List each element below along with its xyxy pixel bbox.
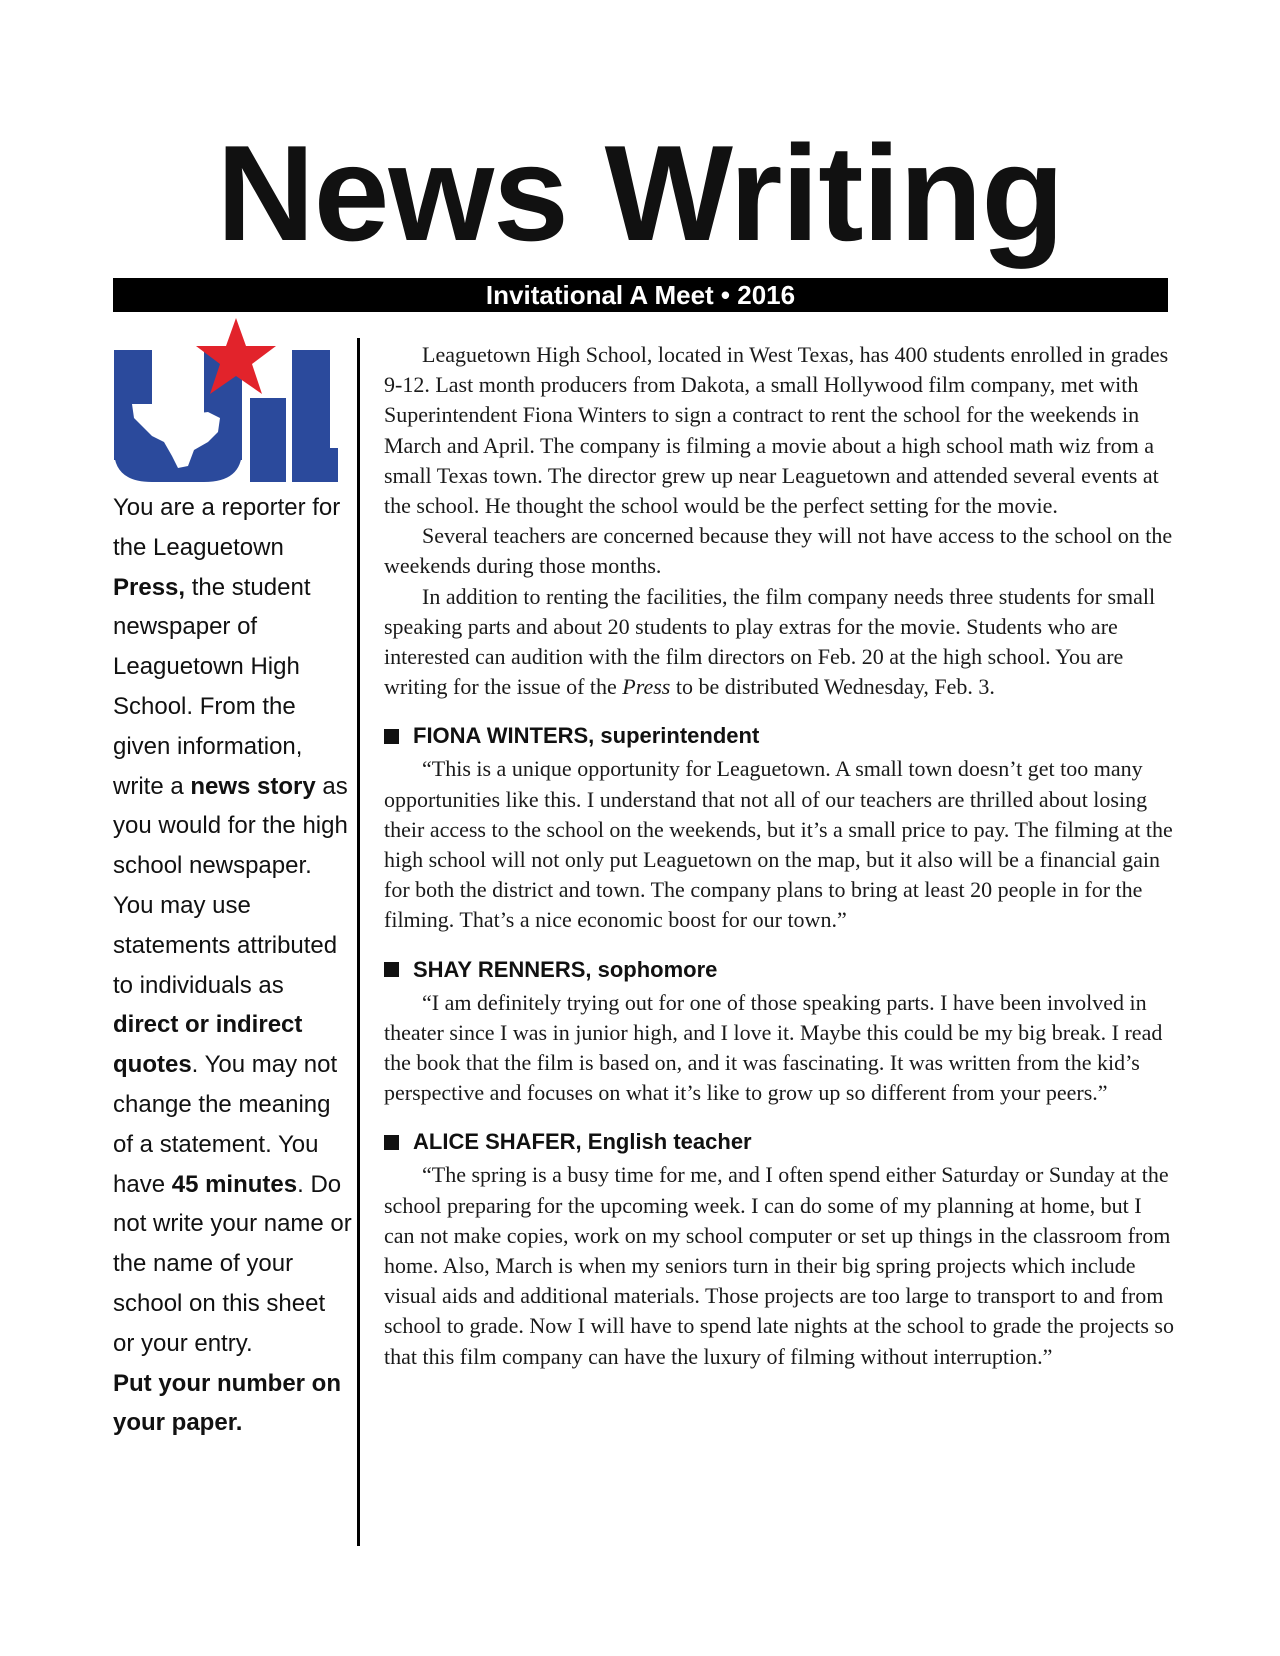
page-title: News Writing [216, 117, 1064, 269]
logo-l-foot [292, 448, 338, 482]
bullet-square-icon [384, 1135, 399, 1150]
meet-banner: Invitational A Meet • 2016 [113, 278, 1168, 312]
source-heading: SHAY RENNERS, sophomore [384, 952, 1174, 988]
bullet-square-icon [384, 729, 399, 744]
story-prompt [384, 340, 1174, 1372]
intro-paragraph: Several teachers are concerned because they will not have access to the school on the weekends during those months. [384, 523, 1173, 579]
source-quote: “The spring is a busy time for me, and I often spend either Saturday or Sunday at the school preparing for the upcoming week. I can do some of my planning at home, but I can not make copies, work on my school computer or set up things in the classroom from home. Also, March is when my seniors turn in their big spring projects which include visual aids and additional materials. Those projects are too large to transport to and from school to grade. Now I will have to spend late nights at the school to grade the projects so that this film company can have the luxury of filming without interruption.” [384, 1162, 1174, 1369]
column-divider [357, 338, 360, 1546]
intro-paragraph: Leaguetown High School, located in West Texas, has 400 students enrolled in grades 9-12. Last month producers from Dakota, a small Hollywood film company, met with Superintendent Fiona Winters to sign a contract to rent the school for the weekends in March and April. The company is filming a movie about a high school math wiz from a small Texas town. The director grew up near Leaguetown and attended several events at the school. He thought the school would be the perfect setting for the movie. [384, 342, 1169, 519]
source-quote: “I am definitely trying out for one of those speaking parts. I have been involved in theater since I was in junior high, and I love it. Maybe this could be my big break. I read the book that the film is based on, and it was fascinating. It was written from the kid’s perspective and focuses on what it’s like to grow up so different from your peers.” [384, 989, 1163, 1106]
logo-i-stem [250, 398, 286, 482]
instructions-text: You are a reporter for the Leaguetown Press, the student newspaper of Leaguetown High School. From the given information, write a news story as you would for the high school newspaper. You may use statements attributed to individuals as direct or indirect quotes. You may not change the meaning of a statement. You have 45 minutes. Do not write your name or the name of your school on this sheet or your entry. Put your number on your paper. [113, 494, 352, 1437]
intro-paragraph: In addition to renting the facilities, the film company needs three students for small speaking parts and about 20 students to play extras for the movie. Students who are interested can audition with the film directors on Feb. 20 at the high school. You are writing for the issue of the Press to be distributed Wednesday, Feb. 3. [384, 583, 1156, 700]
bullet-square-icon [384, 962, 399, 977]
source-heading: FIONA WINTERS, superintendent [384, 718, 1174, 754]
uil-logo-icon [112, 318, 340, 486]
source-heading: ALICE SHAFER, English teacher [384, 1124, 1174, 1160]
source-quote: “This is a unique opportunity for Leaguetown. A small town doesn’t get too many opportunities like this. I understand that not all of our teachers are thrilled about losing their access to the school on the weekends, but it’s a small price to pay. The filming at the high school will not only put Leaguetown on the map, but it also will be a financial gain for both the district and town. The company plans to bring at least 20 people in for the filming. That’s a nice economic boost for our town.” [384, 756, 1173, 933]
